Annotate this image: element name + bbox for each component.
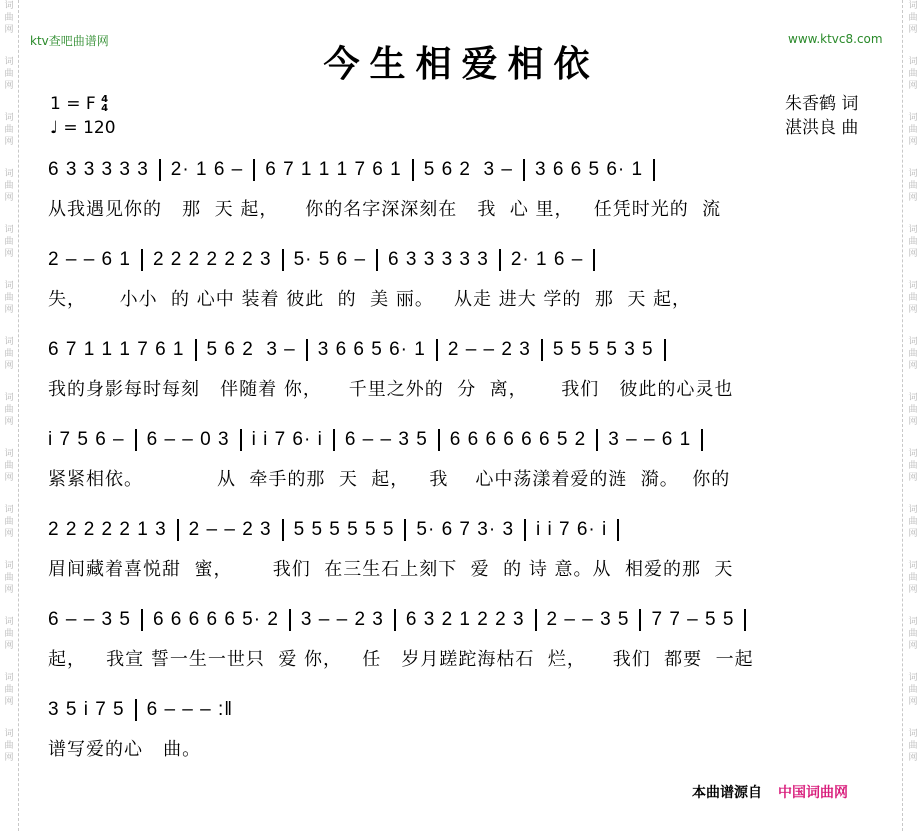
bar-line [436,339,438,361]
left-watermark-strip [0,0,19,831]
site-name-left: ktv查吧曲谱网 [30,34,109,48]
watermark-group [903,0,923,36]
bar-line [253,159,255,181]
measure: i 7 5 6 – [48,429,125,450]
watermark-char: 词 [4,673,14,683]
measure: 5· 6 7 3· 3 [416,519,515,540]
measure: 6 – – 3 5 [48,609,131,630]
lyrics-line: 眉间藏着喜悦甜 蜜， 我们 在三生石上刻下 爱 的 诗 意。从 相爱的那 天 [48,559,734,580]
watermark-char: 网 [4,697,14,707]
watermark-char: 词 [908,113,918,123]
watermark-char: 词 [4,1,14,11]
lyricist: 朱香鹤 词 [785,94,859,114]
bar-line [653,159,655,181]
watermark-char: 曲 [4,181,14,191]
watermark-char: 词 [4,505,14,515]
measure: 5 6 2 3 – [423,159,513,180]
watermark-group [0,280,18,316]
bar-line [282,519,284,541]
bar-line [141,609,143,631]
watermark-char: 词 [4,169,14,179]
watermark-char: 网 [4,305,14,315]
bar-line [593,249,595,271]
watermark-char: 网 [908,137,918,147]
bar-line [282,249,284,271]
bar-line [639,609,641,631]
watermark-char: 词 [4,113,14,123]
watermark-char: 曲 [4,349,14,359]
measure: 3 5 i 7 5 [48,699,125,720]
notation-line [48,515,888,545]
watermark-char: 曲 [908,573,918,583]
measure: 6 3 2 1 2 2 3 [405,609,525,630]
watermark-char: 网 [4,417,14,427]
lyrics-line: 失， 小小 的 心中 装着 彼此 的 美 丽。 从走 进大 学的 那 天 起， [48,289,692,310]
watermark-char: 网 [4,137,14,147]
bar-line [141,249,143,271]
watermark-char: 词 [4,449,14,459]
watermark-group [0,560,18,596]
watermark-char: 网 [908,697,918,707]
watermark-char: 网 [4,249,14,259]
watermark-char: 网 [4,529,14,539]
watermark-char: 曲 [908,125,918,135]
watermark-char: 词 [908,225,918,235]
measure: 2 – – 6 1 [48,249,131,270]
watermark-char: 曲 [4,237,14,247]
bar-line [240,429,242,451]
measure: 2· 1 6 – [170,159,244,180]
watermark-group [0,448,18,484]
bar-line [664,339,666,361]
watermark-char: 曲 [4,685,14,695]
right-watermark-strip [902,0,923,831]
watermark-char: 词 [908,57,918,67]
watermark-char: 网 [908,249,918,259]
watermark-char: 曲 [908,349,918,359]
watermark-char: 词 [4,729,14,739]
watermark-char: 曲 [4,69,14,79]
notation-line [48,155,888,185]
watermark-char: 曲 [4,13,14,23]
measure: 7 7 – 5 5 [651,609,735,630]
watermark-char: 网 [908,25,918,35]
composer: 湛洪良 曲 [785,118,859,138]
watermark-char: 词 [4,561,14,571]
bar-line [701,429,703,451]
bar-line [135,429,137,451]
key-signature: 1 = F [50,94,96,114]
measure: 3 – – 2 3 [300,609,384,630]
watermark-char: 网 [4,641,14,651]
bar-line [306,339,308,361]
watermark-char: 曲 [908,461,918,471]
measure: i i 7 6· i [251,429,323,450]
bar-line [535,609,537,631]
bar-line [744,609,746,631]
watermark-group [903,168,923,204]
watermark-char: 网 [908,585,918,595]
notation-line [48,695,888,725]
watermark-group [0,616,18,652]
bar-line [412,159,414,181]
watermark-char: 词 [4,57,14,67]
watermark-char: 曲 [4,405,14,415]
measure: i i 7 6· i [536,519,608,540]
bar-line [195,339,197,361]
score-row [48,425,888,491]
measure: 6 6 6 6 6 5· 2 [152,609,279,630]
watermark-char: 网 [4,473,14,483]
measure: 5 6 2 3 – [206,339,296,360]
measure: 5 5 5 5 3 5 [552,339,654,360]
lyrics-line: 起， 我宣 誓一生一世只 爱 你， 任 岁月蹉跎海枯石 烂， 我们 都要 一起 [48,649,754,670]
watermark-group [903,448,923,484]
bar-line [617,519,619,541]
watermark-char: 词 [4,393,14,403]
watermark-char: 网 [4,585,14,595]
measure: 6 7 1 1 1 7 6 1 [265,159,402,180]
bar-line [523,159,525,181]
bar-line [404,519,406,541]
watermark-char: 词 [908,617,918,627]
score-row [48,515,888,581]
bar-line [135,699,137,721]
watermark-char: 词 [4,337,14,347]
watermark-group [0,0,18,36]
watermark-char: 网 [908,193,918,203]
watermark-char: 网 [4,361,14,371]
watermark-group [903,728,923,764]
watermark-char: 词 [4,225,14,235]
watermark-char: 网 [908,641,918,651]
bar-line [524,519,526,541]
watermark-char: 曲 [908,237,918,247]
notation-line [48,425,888,455]
watermark-char: 词 [908,337,918,347]
watermark-group [903,280,923,316]
watermark-char: 网 [908,361,918,371]
measure: 6 3 3 3 3 3 [48,159,149,180]
watermark-group [903,560,923,596]
watermark-char: 曲 [908,517,918,527]
watermark-group [0,392,18,428]
watermark-group [903,112,923,148]
watermark-group [903,672,923,708]
watermark-char: 词 [4,281,14,291]
bar-line [499,249,501,271]
bar-line [177,519,179,541]
measure: 6 7 1 1 1 7 6 1 [48,339,185,360]
lyrics-line: 紧紧相依。 从 牵手的那 天 起， 我 心中荡漾着爱的涟 漪。 你的 [48,469,731,490]
watermark-char: 网 [908,529,918,539]
watermark-char: 词 [4,617,14,627]
notation-line [48,335,888,365]
measure: 2 2 2 2 2 1 3 [48,519,167,540]
watermark-group [903,616,923,652]
watermark-char: 词 [908,449,918,459]
bar-line [541,339,543,361]
watermark-group [0,504,18,540]
watermark-char: 词 [908,393,918,403]
measure: 3 6 6 5 6· 1 [317,339,426,360]
measure: 3 – – 6 1 [608,429,692,450]
watermark-group [0,336,18,372]
watermark-group [903,392,923,428]
watermark-group [0,224,18,260]
watermark-char: 曲 [4,125,14,135]
watermark-char: 词 [908,673,918,683]
lyrics-line: 谱写爱的心 曲。 [48,739,202,760]
watermark-char: 词 [908,169,918,179]
watermark-char: 词 [908,729,918,739]
watermark-char: 曲 [908,69,918,79]
watermark-group [0,168,18,204]
watermark-char: 词 [908,281,918,291]
bar-line [438,429,440,451]
watermark-char: 网 [908,753,918,763]
credits [785,92,858,140]
measure: 2 2 2 2 2 2 3 [152,249,272,270]
watermark-char: 曲 [4,293,14,303]
watermark-char: 曲 [908,181,918,191]
score-row [48,605,888,671]
watermark-char: 网 [4,25,14,35]
watermark-group [0,112,18,148]
site-url-right[interactable]: www.ktvc8.com [788,32,883,46]
score-row [48,695,888,761]
measure: 6 3 3 3 3 3 [388,249,489,270]
notation-line [48,605,888,635]
watermark-char: 曲 [908,293,918,303]
bar-line [159,159,161,181]
measure: 3 6 6 5 6· 1 [534,159,644,180]
watermark-char: 网 [908,81,918,91]
watermark-char: 网 [4,193,14,203]
score-row [48,155,888,221]
source-label: 本曲谱源自 [692,785,762,801]
key-signature-block [50,92,116,140]
measure: 2 – – 2 3 [188,519,272,540]
source-credit [692,782,848,802]
song-title: 今生相爱相依 [323,43,600,85]
bar-line [333,429,335,451]
watermark-group [903,224,923,260]
measure: 2 – – 3 5 [546,609,630,630]
bar-line [394,609,396,631]
score-row [48,245,888,311]
watermark-char: 网 [908,305,918,315]
watermark-group [903,336,923,372]
measure: 2 – – 2 3 [447,339,531,360]
watermark-char: 曲 [4,629,14,639]
watermark-group [903,504,923,540]
watermark-char: 网 [908,417,918,427]
watermark-char: 曲 [4,573,14,583]
lyrics-line: 我的身影每时每刻 伴随着 你， 千里之外的 分 离， 我们 彼此的心灵也 [48,379,734,400]
bar-line [596,429,598,451]
watermark-char: 词 [908,1,918,11]
watermark-char: 曲 [908,405,918,415]
watermark-char: 曲 [908,685,918,695]
watermark-group [0,672,18,708]
watermark-char: 曲 [908,741,918,751]
notation-line [48,245,888,275]
watermark-char: 网 [908,473,918,483]
watermark-char: 曲 [4,517,14,527]
lyrics-line: 从我遇见你的 那 天 起， 你的名字深深刻在 我 心 里， 任凭时光的 流 [48,199,722,220]
watermark-char: 网 [4,753,14,763]
score-row [48,335,888,401]
measure: 6 – – – :‖ [146,699,234,720]
bar-line [289,609,291,631]
tempo-marking: ♩ = 120 [50,118,116,138]
measure: 2· 1 6 – [510,249,584,270]
measure: 6 6 6 6 6 6 5 2 [449,429,587,450]
watermark-group [0,728,18,764]
watermark-char: 词 [908,561,918,571]
measure: 5· 5 6 – [293,249,367,270]
measure: 5 5 5 5 5 5 [293,519,395,540]
measure: 6 – – 0 3 [146,429,230,450]
measure: 6 – – 3 5 [344,429,428,450]
watermark-char: 曲 [4,461,14,471]
watermark-char: 词 [908,505,918,515]
watermark-char: 曲 [908,13,918,23]
bar-line [376,249,378,271]
source-brand-link[interactable]: 中国词曲网 [778,785,848,801]
watermark-char: 网 [4,81,14,91]
time-signature: 4 4 [101,94,109,114]
watermark-char: 曲 [4,741,14,751]
watermark-char: 曲 [908,629,918,639]
